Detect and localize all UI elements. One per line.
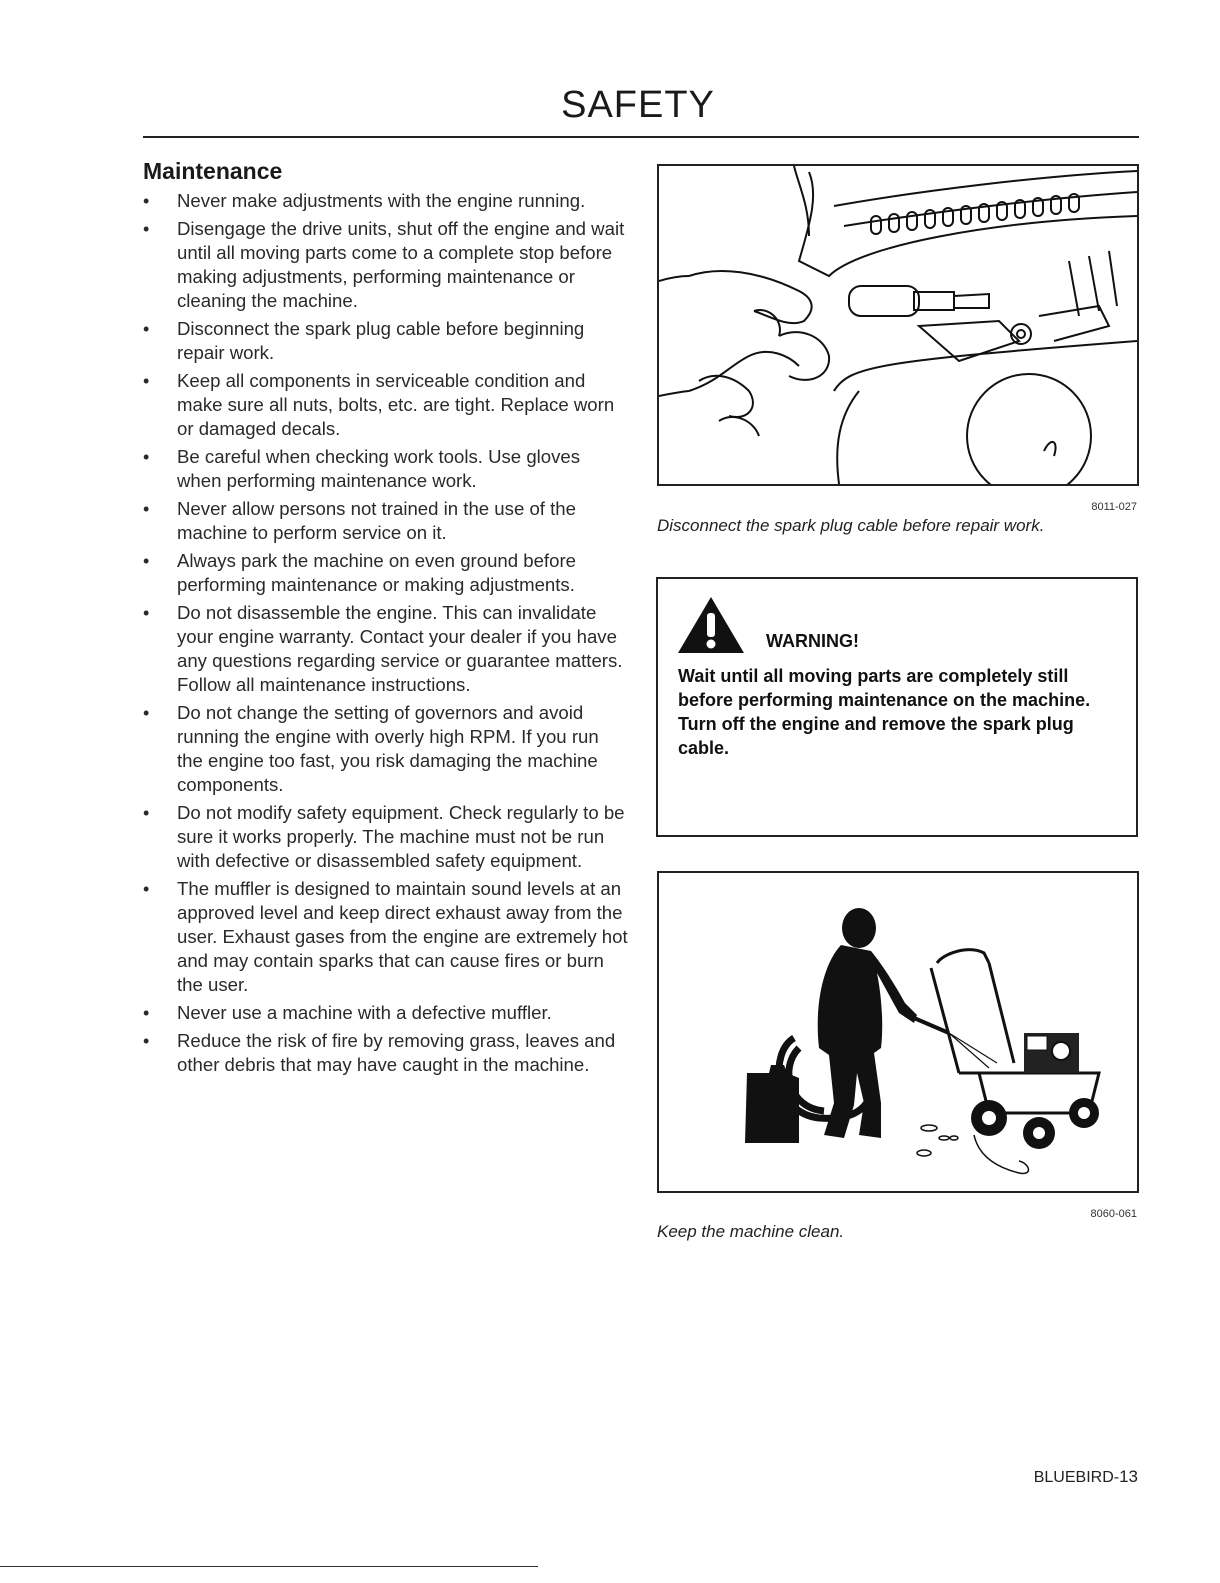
maintenance-list <box>143 189 628 1081</box>
page-num: 13 <box>1119 1467 1138 1486</box>
bullet-icon: • <box>143 1003 150 1023</box>
list-item-text: Never make adjustments with the engine running. <box>177 190 586 211</box>
list-item <box>143 1001 628 1025</box>
list-item <box>143 189 628 213</box>
bullet-icon: • <box>143 219 150 239</box>
list-item-text: Reduce the risk of fire by removing grass, leaves and other debris that may have caught in the machine. <box>177 1030 616 1075</box>
page-number <box>1034 1467 1138 1487</box>
warning-triangle-icon <box>676 595 746 655</box>
figure-code: 8011-027 <box>1091 501 1137 513</box>
section-heading: Maintenance <box>143 158 283 184</box>
bullet-icon: • <box>143 499 150 519</box>
bullet-icon: • <box>143 371 150 391</box>
figure-caption: Disconnect the spark plug cable before repair work. <box>657 516 1045 535</box>
list-item <box>143 549 628 597</box>
spark-plug-illustration <box>657 164 1139 486</box>
list-item-text: Disengage the drive units, shut off the engine and wait until all moving parts come to a complete stop before making adjustments, performing maintenance or cleaning the machine. <box>177 218 625 311</box>
figure-code: 8060-061 <box>1090 1208 1137 1220</box>
bottom-rule <box>0 1566 538 1567</box>
list-item-text: Do not disassemble the engine. This can invalidate your engine warranty. Contact your dealer if you have any questions regarding service or guarantee matters. Follow all maintenance instructions. <box>177 602 623 695</box>
bullet-icon: • <box>143 447 150 467</box>
bullet-icon: • <box>143 1031 150 1051</box>
figure-caption: Keep the machine clean. <box>657 1222 845 1241</box>
list-item-text: Disconnect the spark plug cable before beginning repair work. <box>177 318 585 363</box>
list-item <box>143 877 628 997</box>
cleaning-drawing <box>659 873 1137 1191</box>
warning-box <box>656 577 1138 837</box>
brand-label: BLUEBIRD- <box>1033 1469 1120 1486</box>
list-item <box>143 601 628 697</box>
bullet-icon: • <box>143 879 150 899</box>
list-item <box>143 445 628 493</box>
bullet-icon: • <box>143 603 150 623</box>
list-item-text: The muffler is designed to maintain sound levels at an approved level and keep direct exhaust away from the user. Exhaust gases from the engine are extremely hot and may contain sparks that can cause fires or burn the user. <box>177 878 628 995</box>
page-title: SAFETY <box>561 84 715 126</box>
list-item <box>143 801 628 873</box>
bullet-icon: • <box>143 551 150 571</box>
list-item-text: Keep all components in serviceable condition and make sure all nuts, bolts, etc. are tight. Replace worn or damaged decals. <box>177 370 615 439</box>
list-item-text: Be careful when checking work tools. Use gloves when performing maintenance work. <box>177 446 581 491</box>
list-item-text: Do not change the setting of governors and avoid running the engine with overly high RPM. If you run the engine too fast, you risk damaging the machine components. <box>177 702 599 795</box>
cleaning-illustration <box>657 871 1139 1193</box>
list-item <box>143 701 628 797</box>
list-item <box>143 369 628 441</box>
list-item-text: Never allow persons not trained in the use of the machine to perform service on it. <box>177 498 576 543</box>
warning-line: Turn off the engine and remove the spark plug cable. <box>678 714 1074 758</box>
title-rule <box>143 136 1139 138</box>
list-item-text: Always park the machine on even ground before performing maintenance or making adjustments. <box>177 550 576 595</box>
warning-text <box>678 664 1118 760</box>
list-item-text: Never use a machine with a defective muffler. <box>177 1002 552 1023</box>
warning-title: WARNING! <box>766 631 859 651</box>
bullet-icon: • <box>143 191 150 211</box>
warning-line: Wait until all moving parts are completely still before performing maintenance on the machine. <box>678 666 1091 710</box>
bullet-icon: • <box>143 319 150 339</box>
list-item-text: Do not modify safety equipment. Check regularly to be sure it works properly. The machine must not be run with defective or disassembled safety equipment. <box>177 802 625 871</box>
list-item <box>143 497 628 545</box>
list-item <box>143 1029 628 1077</box>
spark-plug-drawing <box>659 166 1137 484</box>
bullet-icon: • <box>143 803 150 823</box>
list-item <box>143 217 628 313</box>
list-item <box>143 317 628 365</box>
bullet-icon: • <box>143 703 150 723</box>
